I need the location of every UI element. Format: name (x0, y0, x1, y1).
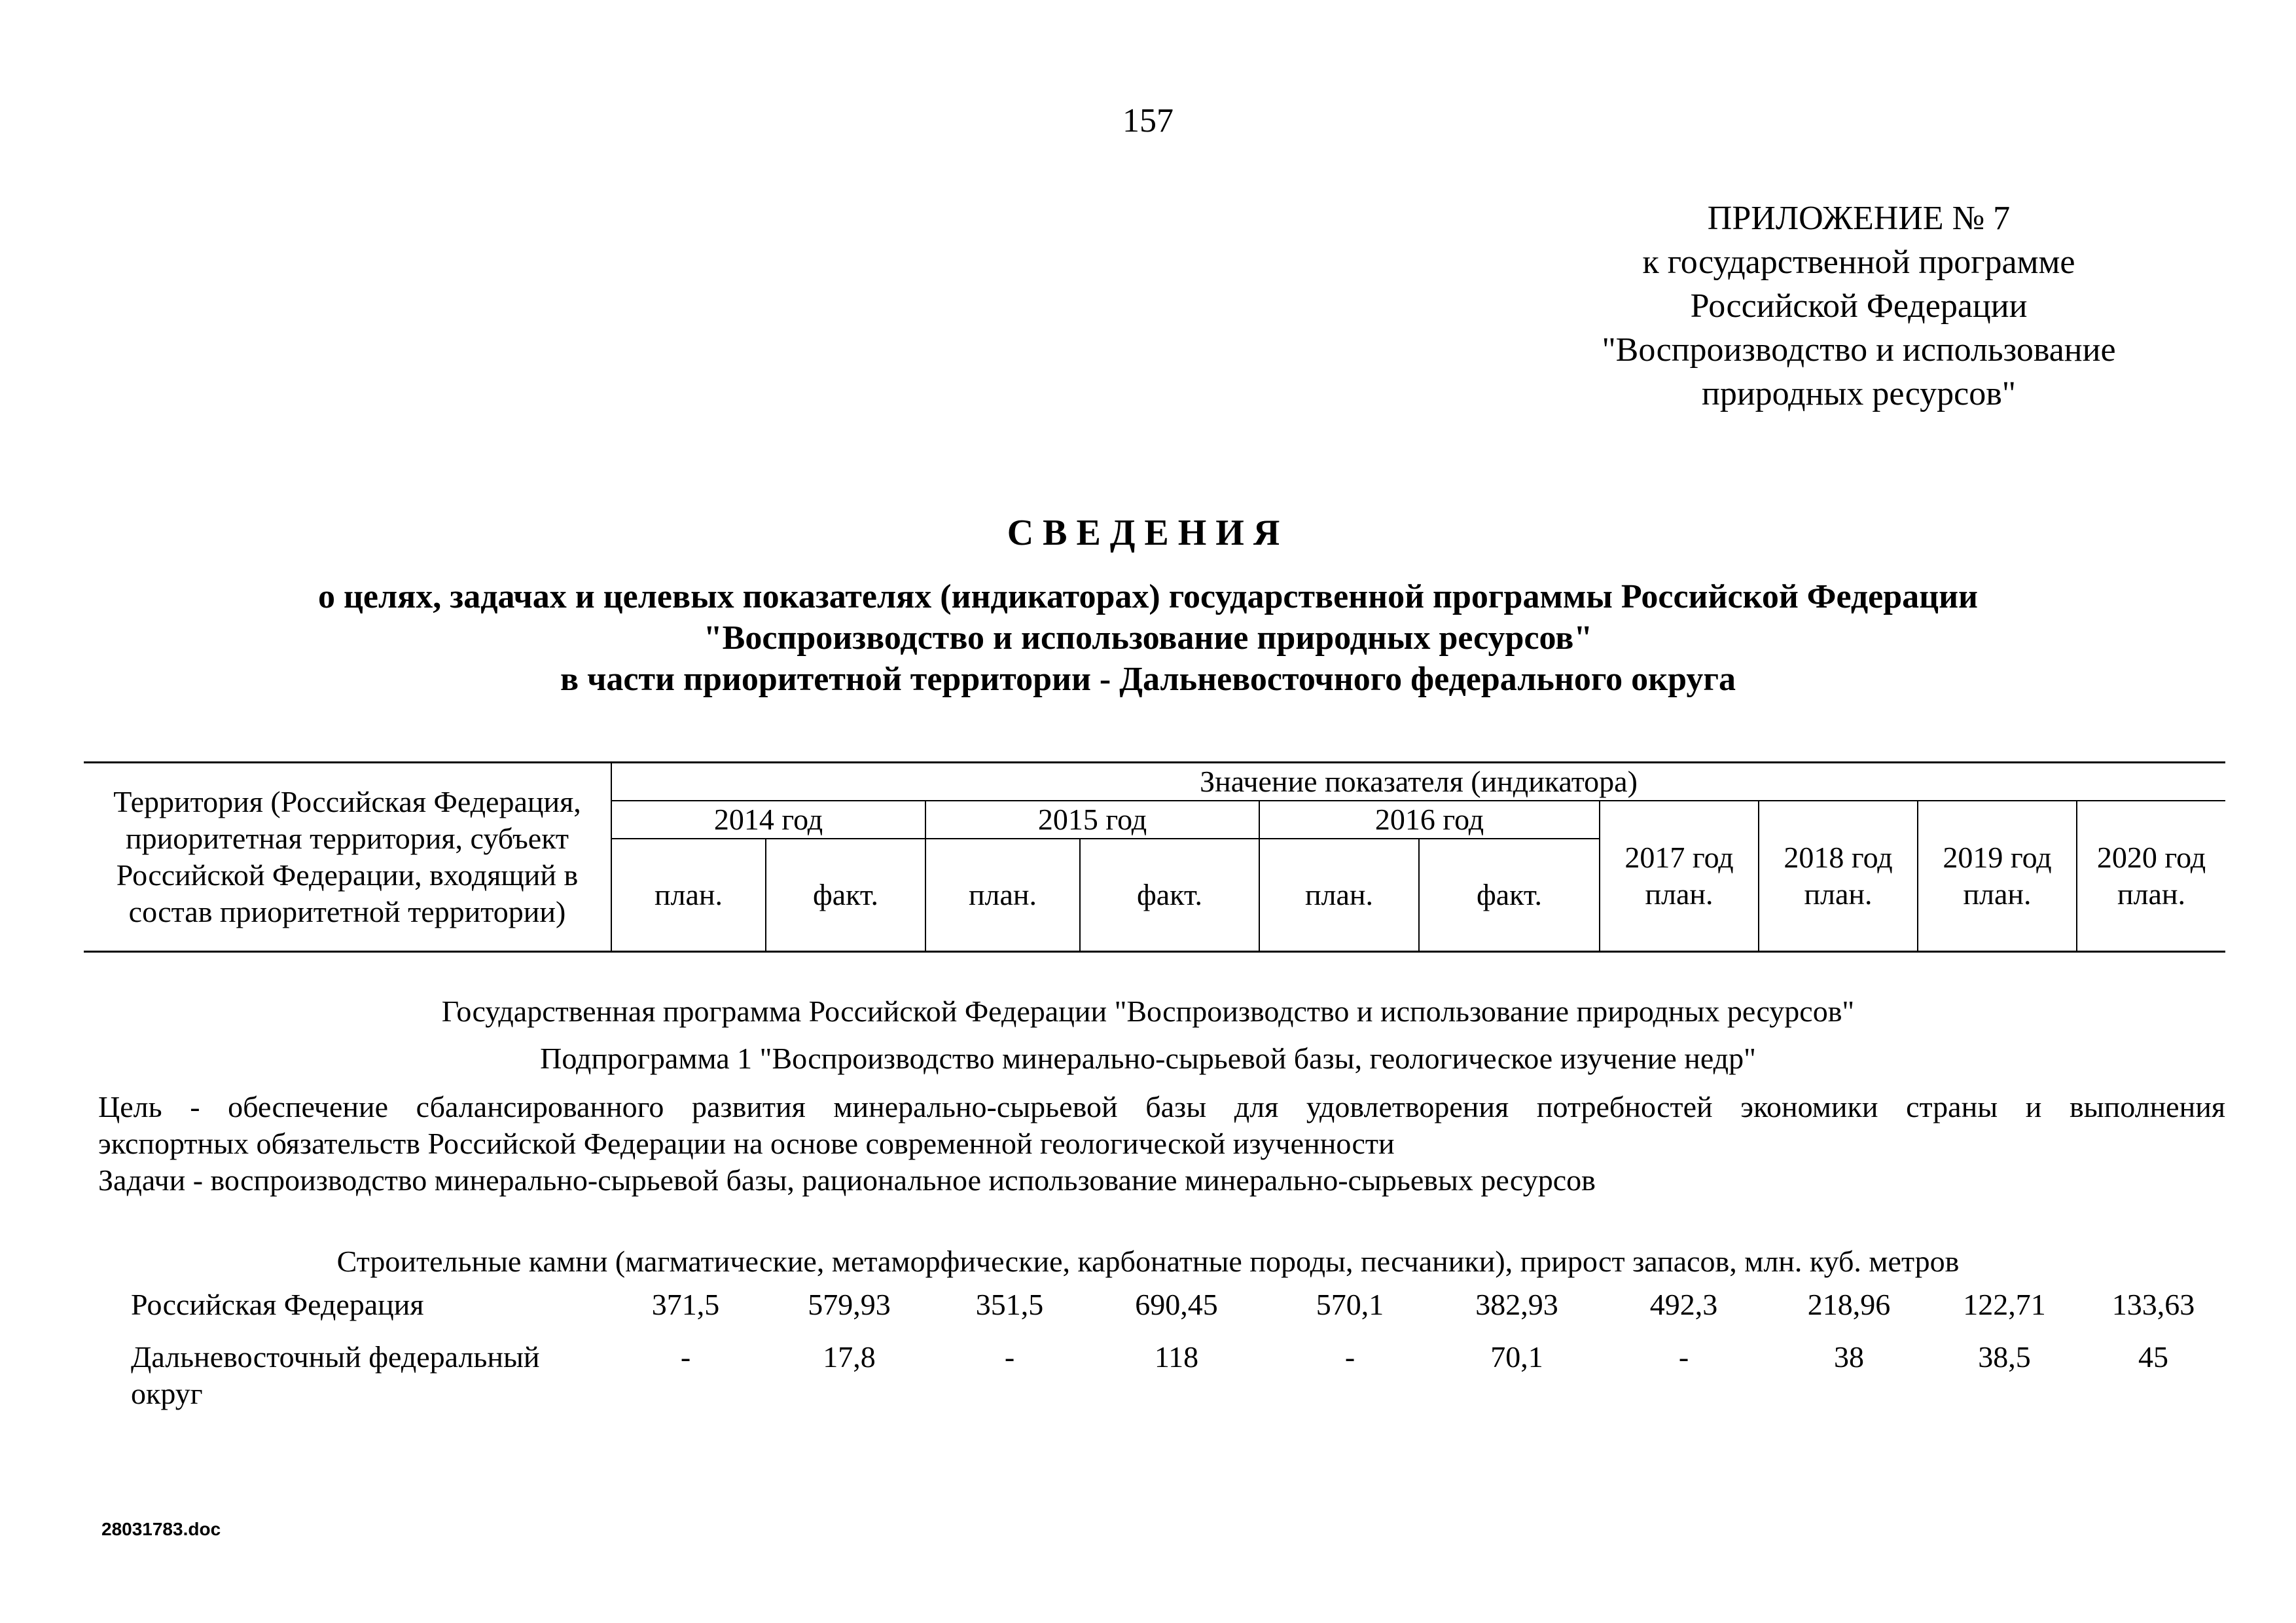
value-cell: 38 (1834, 1340, 1864, 1374)
value-cell: - (1678, 1340, 1689, 1374)
value-cell: 382,93 (1475, 1288, 1558, 1321)
document-title: СВЕДЕНИЯ (1007, 513, 1289, 553)
value-cell: 122,71 (1963, 1288, 2046, 1321)
page-number: 157 (1122, 102, 1174, 139)
year-2015-header: 2015 год (925, 801, 1259, 839)
program-name: Государственная программа Российской Федерации "Воспроизводство и использование природных ресурсов" (441, 994, 1855, 1028)
subtitle-line: о целях, задачах и целевых показателях (индикаторах) государственной программы Российской Федерации (317, 578, 1979, 615)
value-cell: 70,1 (1490, 1340, 1543, 1374)
fact-header: факт. (766, 839, 925, 951)
table-row (131, 1286, 2225, 1339)
goal-line: экспортных обязательств Российской Федерации на основе современной геологической изученности (98, 1127, 1395, 1160)
tasks-line: Задачи - воспроизводство минерально-сырьевой базы, рациональное использование минерально-сырьевых ресурсов (98, 1163, 1596, 1197)
territory-header: Территория (Российская Федерация, приоритетная территория, субъект Российской Федерации, входящий в состав приоритетной территории) (84, 763, 611, 952)
appendix-line: к государственной программе (1642, 244, 2075, 281)
appendix-line: ПРИЛОЖЕНИЕ № 7 (1707, 200, 2011, 237)
value-cell: 133,63 (2111, 1288, 2195, 1321)
indicator-value-header: Значение показателя (индикатора) (611, 763, 2225, 801)
subprogram-name: Подпрограмма 1 "Воспроизводство минерально-сырьевой базы, геологическое изучение недр" (540, 1042, 1756, 1075)
fact-header: факт. (1080, 839, 1259, 951)
subtitle-line: "Воспроизводство и использование природных ресурсов" (703, 619, 1593, 657)
value-cell: - (1344, 1340, 1355, 1374)
region-cell: Российская Федерация (131, 1288, 424, 1321)
year-2016-header: 2016 год (1259, 801, 1600, 839)
appendix-line: природных ресурсов" (1701, 375, 2016, 412)
value-cell: 38,5 (1978, 1340, 2031, 1374)
appendix-block (1492, 196, 2225, 416)
indicator-header-table (84, 761, 2225, 953)
plan-header: план. (925, 839, 1080, 951)
year-2018-header: 2018 год план. (1759, 801, 1918, 951)
value-cell: 570,1 (1316, 1288, 1384, 1321)
document-subtitle (0, 576, 2296, 700)
year-2020-header: 2020 год план. (2077, 801, 2225, 951)
year-2017-header: 2017 год план. (1600, 801, 1759, 951)
indicator-title: Строительные камни (магматические, метаморфические, карбонатные породы, песчаники), прирост запасов, млн. куб. метров (336, 1245, 1960, 1278)
plan-header: план. (1259, 839, 1419, 951)
value-cell: 218,96 (1807, 1288, 1891, 1321)
value-cell: 492,3 (1649, 1288, 1718, 1321)
region-cell: Дальневосточный федеральный округ (131, 1340, 540, 1410)
indicator-data-table (131, 1286, 2225, 1412)
fact-header: факт. (1419, 839, 1600, 951)
value-cell: 371,5 (651, 1288, 720, 1321)
value-cell: 351,5 (975, 1288, 1044, 1321)
year-2014-header: 2014 год (611, 801, 925, 839)
value-cell: 118 (1154, 1340, 1199, 1374)
value-cell: 690,45 (1135, 1288, 1218, 1321)
table-row (131, 1339, 2225, 1412)
value-cell: - (680, 1340, 691, 1374)
subtitle-line: в части приоритетной территории - Дальневосточного федерального округа (560, 661, 1736, 698)
value-cell: 45 (2138, 1340, 2168, 1374)
goal-line: Цель - обеспечение сбалансированного развития минерально-сырьевой базы для удовлетворения потребностей экономики страны и выполнения (98, 1090, 2225, 1123)
value-cell: - (1004, 1340, 1015, 1374)
appendix-line: "Воспроизводство и использование (1602, 331, 2116, 369)
value-cell: 579,93 (808, 1288, 891, 1321)
value-cell: 17,8 (823, 1340, 876, 1374)
goal-block (98, 1089, 2225, 1199)
year-2019-header: 2019 год план. (1918, 801, 2077, 951)
footer-file-code: 28031783.doc (101, 1519, 221, 1539)
appendix-line: Российской Федерации (1690, 287, 2028, 325)
plan-header: план. (611, 839, 766, 951)
